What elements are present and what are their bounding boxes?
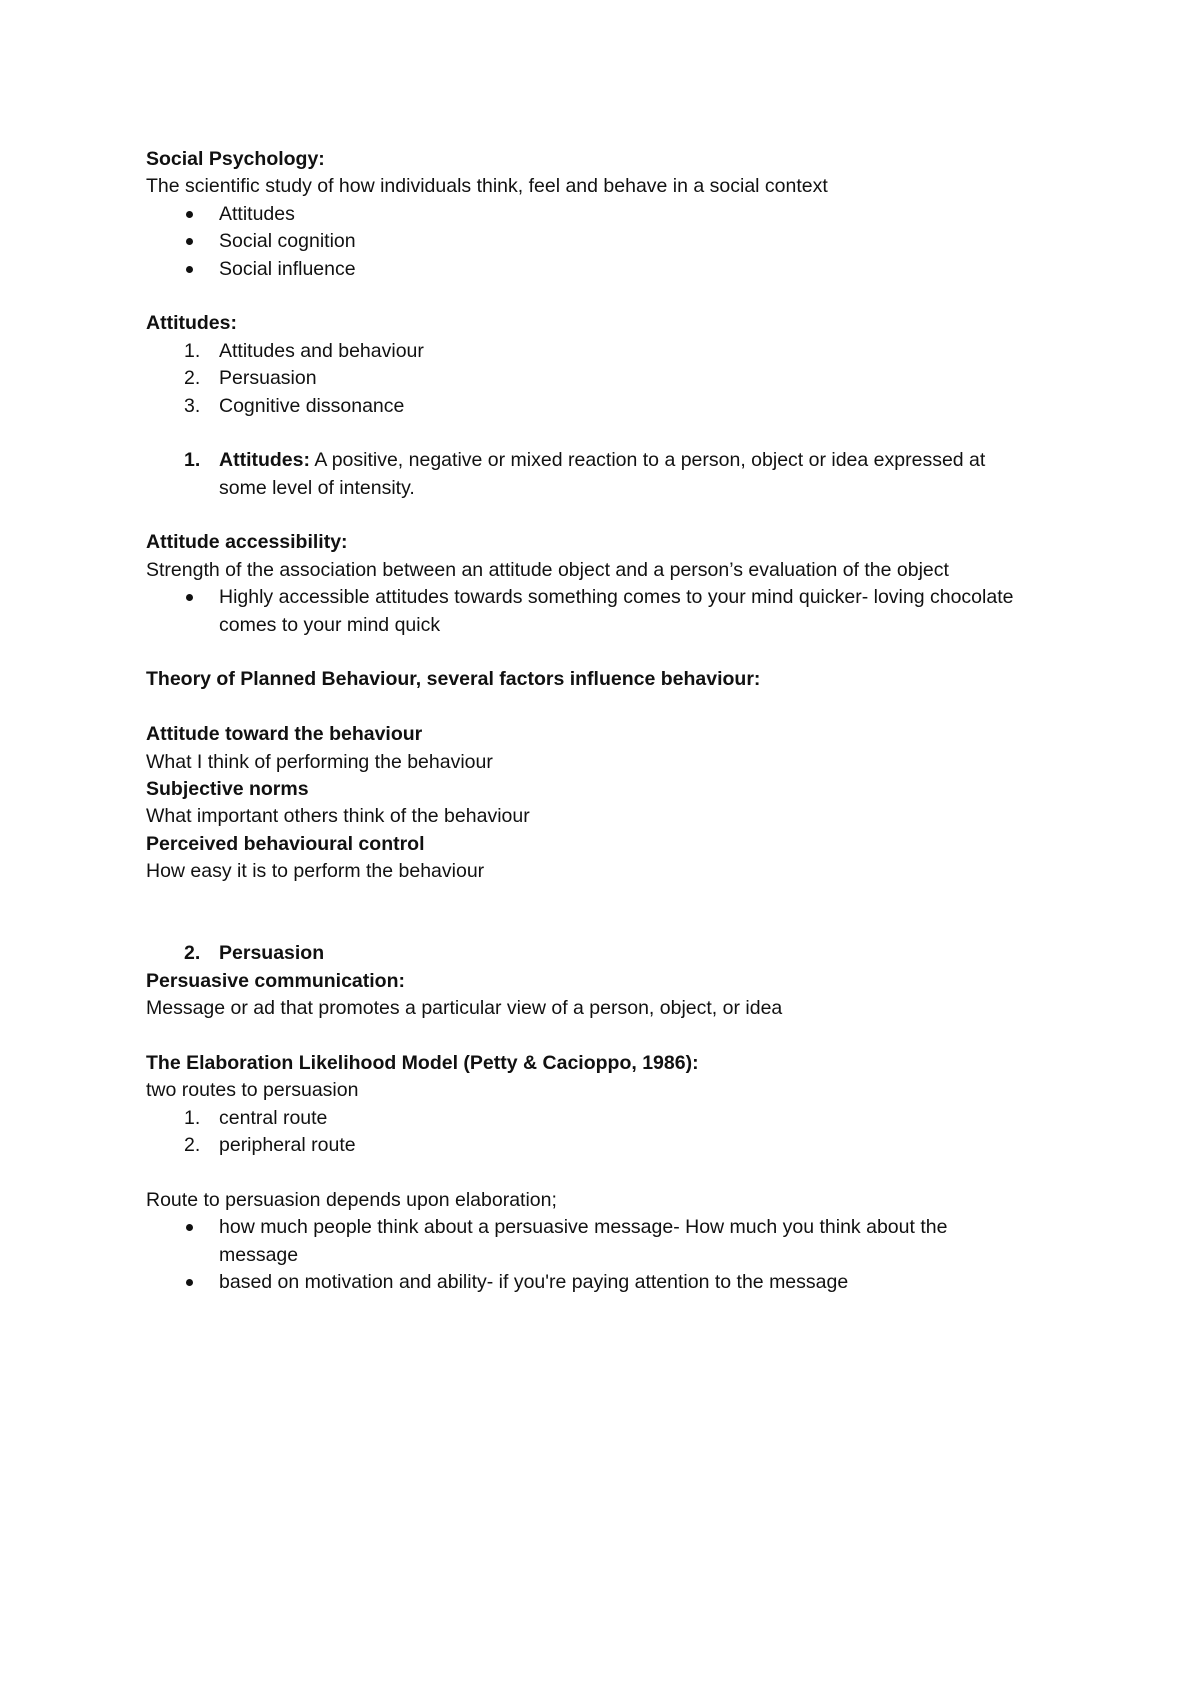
bullet-icon	[186, 238, 193, 245]
tpb-factor-text: How easy it is to perform the behaviour	[146, 860, 485, 883]
bullet-item: how much people think about a persuasive message- How much you think about the	[146, 1214, 1066, 1241]
bullet-icon	[186, 266, 193, 273]
tpb-factor-text: What I think of performing the behaviour	[146, 750, 493, 773]
tpb-factor-title: Perceived behavioural control	[146, 832, 425, 855]
document-body	[146, 146, 1066, 1296]
bullet-item: Highly accessible attitudes towards something comes to your mind quicker- loving chocolate	[146, 584, 1066, 611]
bullet-icon	[186, 1224, 193, 1231]
bullet-icon	[186, 211, 193, 218]
section-title-elm: The Elaboration Likelihood Model (Petty & Cacioppo, 1986):	[146, 1051, 699, 1074]
accessibility-definition: Strength of the association between an attitude object and a person’s evaluation of the object	[146, 558, 949, 581]
tpb-factor-title: Attitude toward the behaviour	[146, 723, 423, 746]
tpb-factor-title: Subjective norms	[146, 777, 309, 800]
persuasive-communication-definition: Message or ad that promotes a particular view of a person, object, or idea	[146, 997, 783, 1020]
bullet-item: Social influence	[146, 256, 1066, 283]
attitudes-definition-continued: some level of intensity.	[219, 476, 415, 499]
numbered-item: 2. Persuasion	[184, 367, 317, 390]
numbered-item: 1. Attitudes and behaviour	[184, 339, 424, 362]
numbered-item: 1. central route	[184, 1106, 328, 1129]
route-intro: Route to persuasion depends upon elaboration;	[146, 1188, 557, 1211]
attitudes-definition: 1. Attitudes: A positive, negative or mixed reaction to a person, object or idea expressed at	[184, 449, 986, 472]
section-title-attitudes: Attitudes:	[146, 312, 237, 335]
bullet-item: Social cognition	[146, 228, 1066, 255]
section-title-accessibility: Attitude accessibility:	[146, 531, 348, 554]
numbered-item: 2. peripheral route	[184, 1134, 356, 1157]
bullet-item-continued: message	[219, 1243, 299, 1266]
bullet-item: based on motivation and ability- if you're paying attention to the message	[146, 1269, 1066, 1296]
tpb-factor-text: What important others think of the behaviour	[146, 805, 530, 828]
section-title-social-psychology: Social Psychology:	[146, 148, 325, 170]
section-heading-persuasion: 2. Persuasion	[184, 942, 325, 965]
bullet-item: Attitudes	[146, 201, 1066, 228]
persuasive-communication-title: Persuasive communication:	[146, 969, 406, 992]
social-psychology-definition: The scientific study of how individuals think, feel and behave in a social context	[146, 175, 828, 198]
section-title-tpb: Theory of Planned Behaviour, several factors influence behaviour:	[146, 668, 761, 691]
bullet-icon	[186, 594, 193, 601]
bullet-icon	[186, 1279, 193, 1286]
numbered-item: 3. Cognitive dissonance	[184, 394, 405, 417]
bullet-item-continued: comes to your mind quick	[219, 613, 441, 636]
elm-subtitle: two routes to persuasion	[146, 1079, 359, 1102]
